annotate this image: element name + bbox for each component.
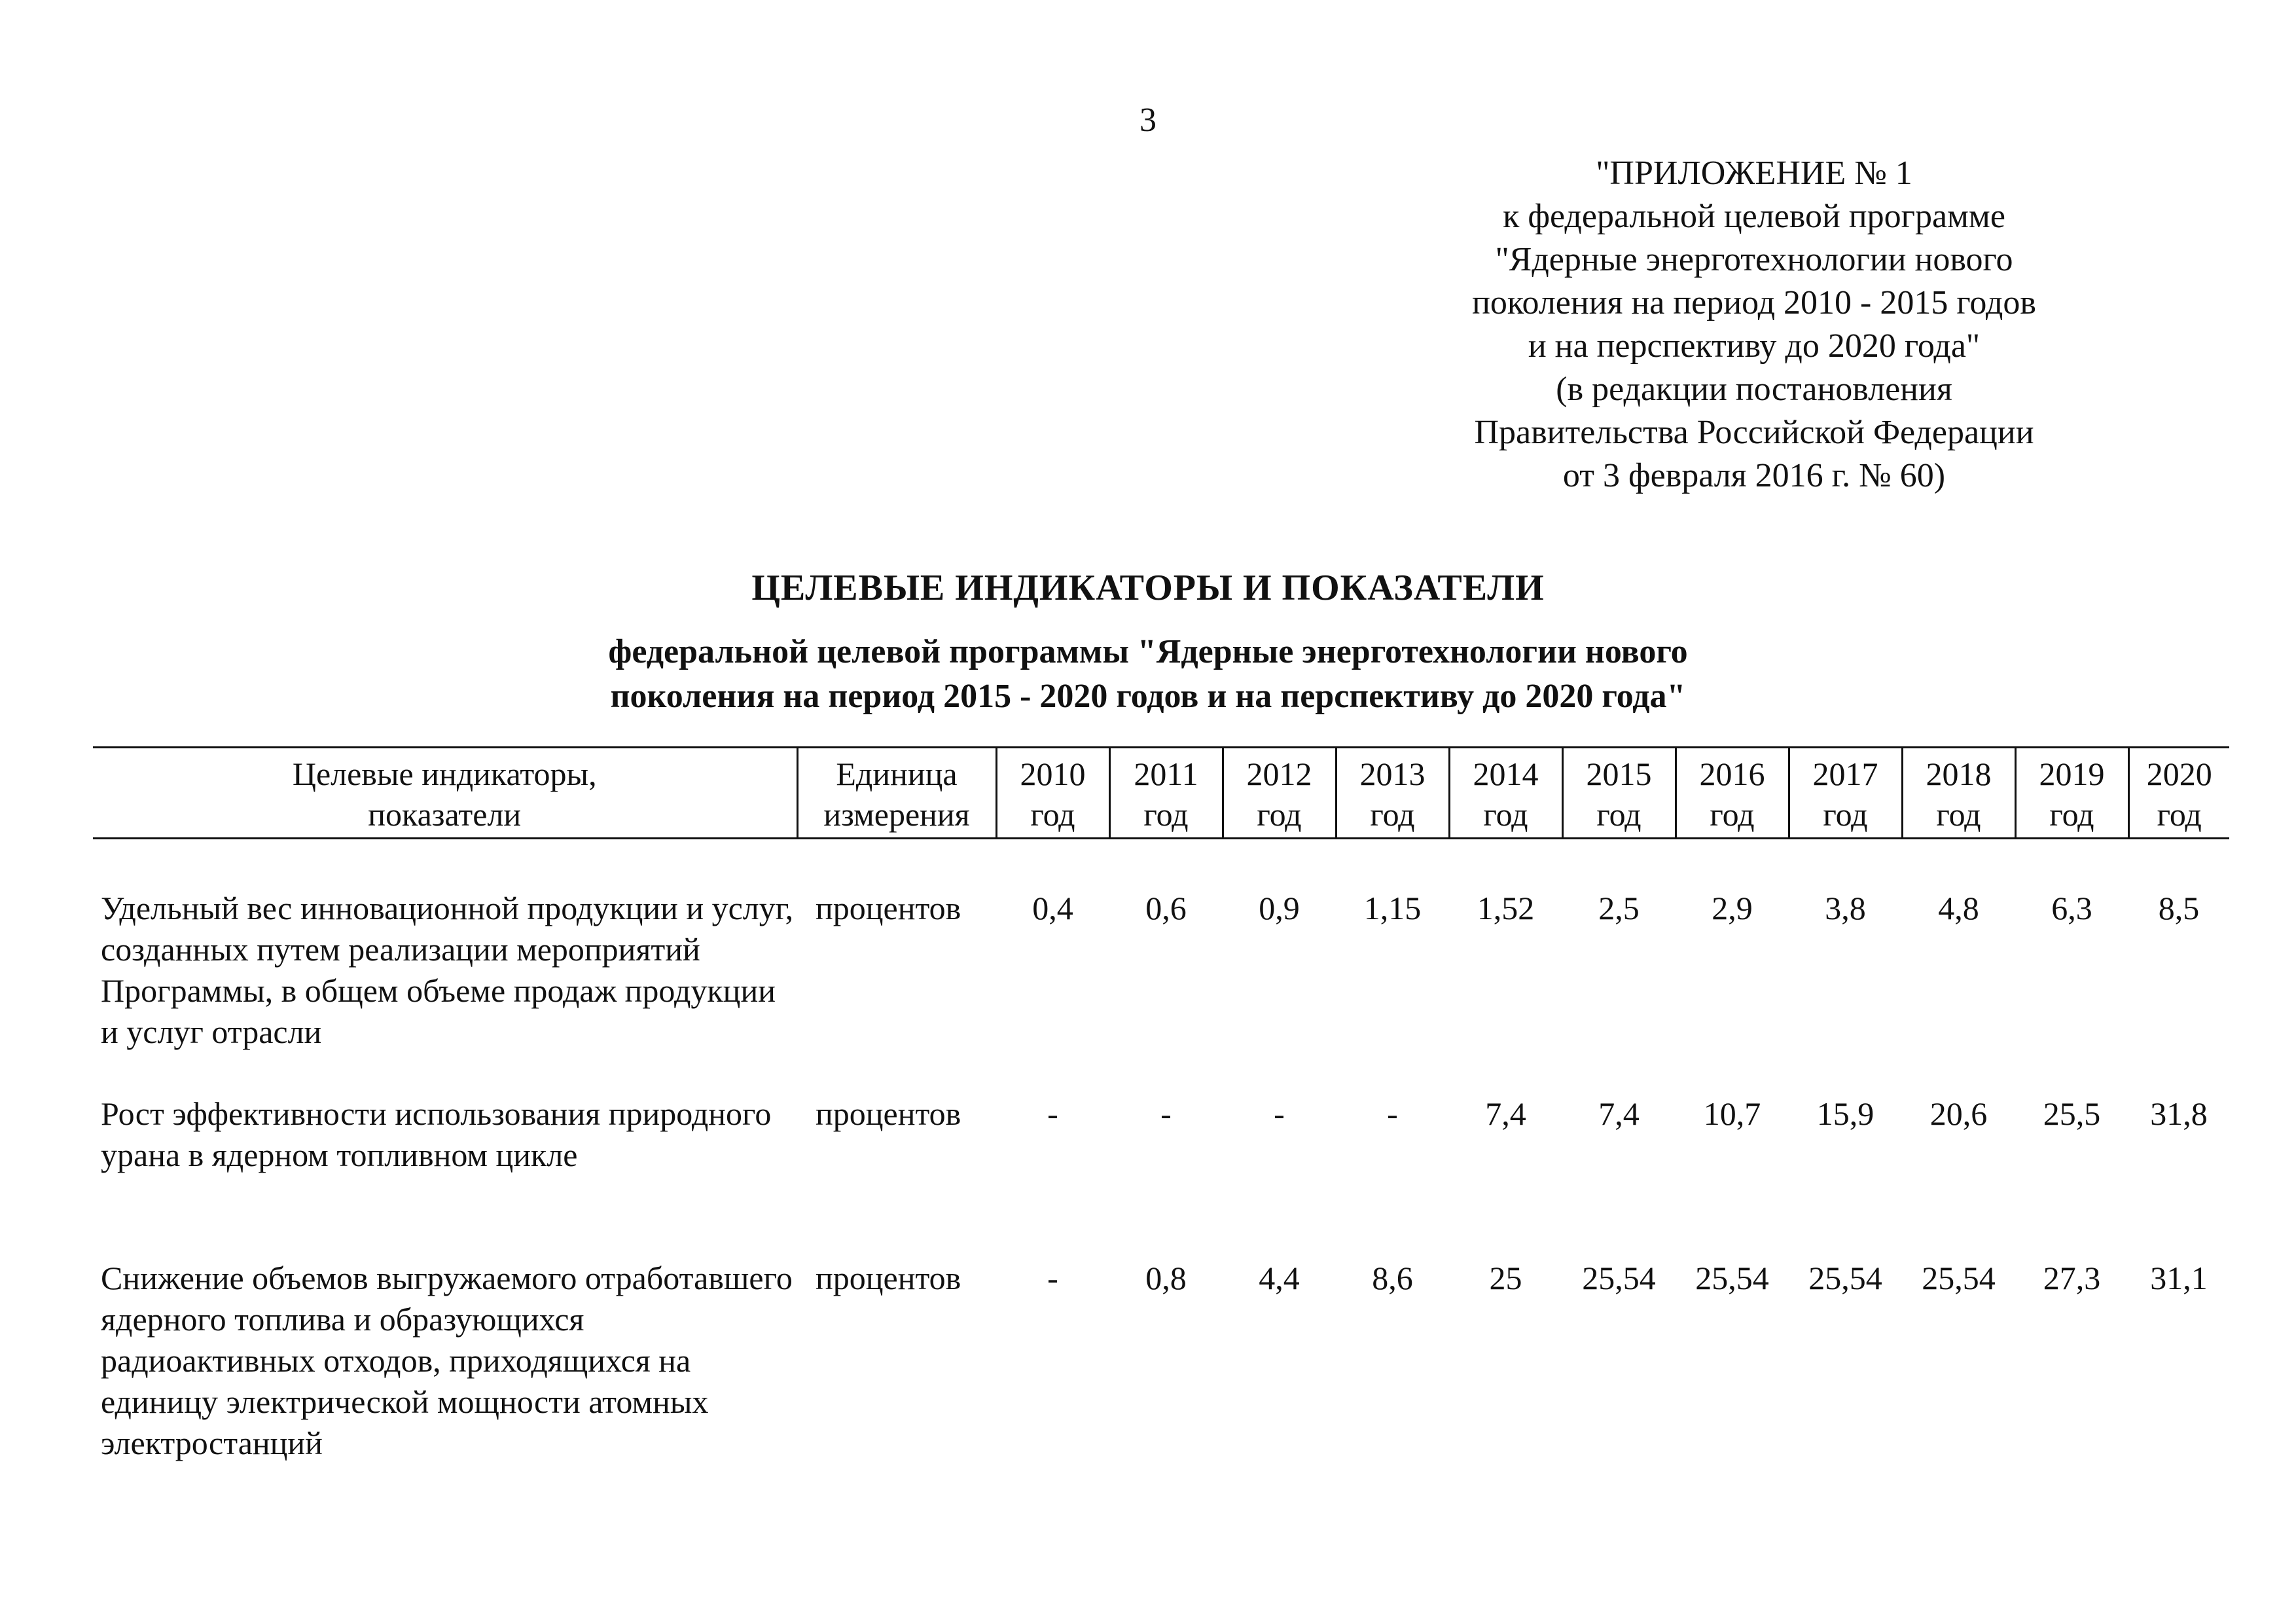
document-title: ЦЕЛЕВЫЕ ИНДИКАТОРЫ И ПОКАЗАТЕЛИ bbox=[751, 568, 1545, 608]
header-year-value: 2015 bbox=[1586, 756, 1652, 792]
table-header-row bbox=[93, 748, 2229, 839]
header-year-suffix: год bbox=[1370, 796, 1415, 833]
indicator-value: 15,9 bbox=[1816, 1095, 1874, 1132]
table-row bbox=[93, 1053, 2229, 1217]
header-unit-line: измерения bbox=[823, 796, 970, 833]
indicator-value: 0,9 bbox=[1259, 890, 1300, 926]
indicator-value: 20,6 bbox=[1929, 1095, 1988, 1132]
indicator-value: 10,7 bbox=[1703, 1095, 1761, 1132]
indicator-value: 25,54 bbox=[1582, 1260, 1656, 1296]
header-year bbox=[1562, 748, 1676, 839]
indicator-value: - bbox=[1047, 1260, 1058, 1296]
header-unit-line: Единица bbox=[836, 756, 958, 792]
indicator-unit: процентов bbox=[816, 1260, 961, 1296]
indicator-value: 1,15 bbox=[1363, 890, 1422, 926]
indicator-unit: процентов bbox=[816, 1095, 961, 1132]
header-year-value: 2016 bbox=[1699, 756, 1765, 792]
indicator-value: - bbox=[1047, 1095, 1058, 1132]
header-year-value: 2010 bbox=[1020, 756, 1086, 792]
header-year-suffix: год bbox=[2157, 796, 2202, 833]
indicator-value: 25,54 bbox=[1808, 1260, 1882, 1296]
indicators-table-wrap bbox=[93, 746, 2227, 1464]
indicator-value: 0,8 bbox=[1145, 1260, 1187, 1296]
indicator-value: 25,5 bbox=[2043, 1095, 2101, 1132]
appendix-line: "ПРИЛОЖЕНИЕ № 1 bbox=[1596, 155, 1912, 192]
header-indicator bbox=[93, 748, 797, 839]
header-year bbox=[1789, 748, 1902, 839]
header-indicator-line: Целевые индикаторы, bbox=[292, 756, 597, 792]
header-year-suffix: год bbox=[1823, 796, 1868, 833]
indicator-value: 31,1 bbox=[2150, 1260, 2208, 1296]
header-unit bbox=[797, 748, 996, 839]
indicator-value: 8,6 bbox=[1372, 1260, 1413, 1296]
indicator-value: 4,4 bbox=[1259, 1260, 1300, 1296]
indicator-value: - bbox=[1160, 1095, 1172, 1132]
indicator-name: Удельный вес инновационной продукции и услуг, созданных путем реализации мероприятий Программы, в общем объеме продаж продукции и услуг отрасли bbox=[101, 890, 794, 1050]
header-year-value: 2018 bbox=[1926, 756, 1992, 792]
subtitle-line: федеральной целевой программы "Ядерные энерготехнологии нового bbox=[608, 633, 1688, 670]
header-year-suffix: год bbox=[1030, 796, 1075, 833]
indicators-table bbox=[93, 746, 2229, 1464]
header-year bbox=[1449, 748, 1562, 839]
indicator-value: 1,52 bbox=[1477, 890, 1535, 926]
appendix-line: и на перспективу до 2020 года" bbox=[1528, 327, 1981, 365]
indicator-value: 7,4 bbox=[1598, 1095, 1640, 1132]
appendix-line: поколения на период 2010 - 2015 годов bbox=[1472, 284, 2036, 321]
header-year-value: 2011 bbox=[1134, 756, 1198, 792]
appendix-line: к федеральной целевой программе bbox=[1503, 198, 2005, 235]
header-year bbox=[1223, 748, 1336, 839]
header-year bbox=[2128, 748, 2229, 839]
indicator-name: Рост эффективности использования природного урана в ядерном топливном цикле bbox=[101, 1095, 772, 1173]
table-row bbox=[93, 839, 2229, 1053]
indicator-unit: процентов bbox=[816, 890, 961, 926]
indicator-value: - bbox=[1274, 1095, 1285, 1132]
document-subtitle bbox=[0, 630, 2296, 719]
subtitle-line: поколения на период 2015 - 2020 годов и на перспективу до 2020 года" bbox=[610, 678, 1686, 715]
header-year bbox=[2015, 748, 2128, 839]
indicator-value: 0,4 bbox=[1032, 890, 1073, 926]
header-year bbox=[1109, 748, 1223, 839]
table-row bbox=[93, 1217, 2229, 1464]
header-year-suffix: год bbox=[1143, 796, 1189, 833]
indicator-value: 25,54 bbox=[1695, 1260, 1769, 1296]
indicator-value: 8,5 bbox=[2158, 890, 2200, 926]
header-year-value: 2019 bbox=[2039, 756, 2105, 792]
indicator-name: Снижение объемов выгружаемого отработавшего ядерного топлива и образующихся радиоактивных отходов, приходящихся на единицу электрической мощности атомных электростанций bbox=[101, 1260, 793, 1461]
appendix-line: Правительства Российской Федерации bbox=[1474, 414, 2034, 451]
appendix-line: (в редакции постановления bbox=[1556, 371, 1952, 408]
header-year-value: 2012 bbox=[1246, 756, 1312, 792]
header-year-value: 2014 bbox=[1473, 756, 1539, 792]
indicator-value: 25,54 bbox=[1922, 1260, 1996, 1296]
header-year-value: 2013 bbox=[1359, 756, 1426, 792]
header-year-suffix: год bbox=[1257, 796, 1302, 833]
header-year bbox=[1902, 748, 2015, 839]
indicator-value: 25 bbox=[1489, 1260, 1522, 1296]
indicator-value: 3,8 bbox=[1825, 890, 1866, 926]
indicator-value: 27,3 bbox=[2043, 1260, 2101, 1296]
header-year-suffix: год bbox=[1596, 796, 1641, 833]
header-year bbox=[1676, 748, 1789, 839]
indicator-value: 6,3 bbox=[2051, 890, 2092, 926]
header-year-suffix: год bbox=[2049, 796, 2094, 833]
header-year-suffix: год bbox=[1936, 796, 1981, 833]
indicator-value: 4,8 bbox=[1938, 890, 1979, 926]
indicator-value: 7,4 bbox=[1485, 1095, 1526, 1132]
appendix-line: от 3 февраля 2016 г. № 60) bbox=[1562, 457, 1946, 494]
indicator-value: 0,6 bbox=[1145, 890, 1187, 926]
appendix-line: "Ядерные энерготехнологии нового bbox=[1495, 241, 2013, 278]
header-year bbox=[1336, 748, 1449, 839]
indicator-value: - bbox=[1387, 1095, 1398, 1132]
header-indicator-line: показатели bbox=[368, 796, 522, 833]
header-year-suffix: год bbox=[1710, 796, 1755, 833]
indicator-value: 31,8 bbox=[2150, 1095, 2208, 1132]
header-year bbox=[996, 748, 1109, 839]
page-number: 3 bbox=[1139, 101, 1157, 139]
header-year-suffix: год bbox=[1483, 796, 1528, 833]
header-year-value: 2017 bbox=[1812, 756, 1878, 792]
appendix-block bbox=[1427, 152, 2081, 498]
indicator-value: 2,5 bbox=[1598, 890, 1640, 926]
indicator-value: 2,9 bbox=[1712, 890, 1753, 926]
header-year-value: 2020 bbox=[2146, 756, 2212, 792]
